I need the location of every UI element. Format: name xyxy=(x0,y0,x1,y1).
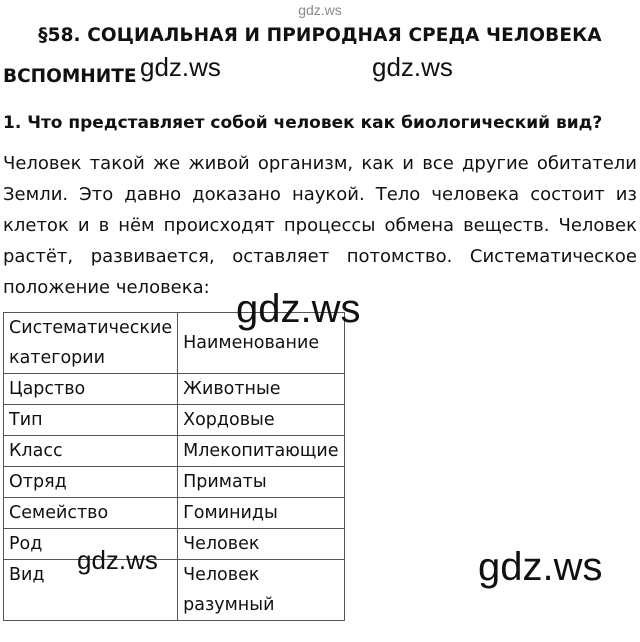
watermark: gdz.ws xyxy=(478,545,603,589)
table-row xyxy=(4,374,345,405)
classification-table xyxy=(3,312,345,621)
answer-paragraph: Человек такой же живой организм, как и все другие обитатели Земли. Это давно доказано наукой. Тело человека состоит из клеток и в нём происходят процессы обмена веществ. Человек растёт, развивается, оставляет потомство. Систематическое положение человека: xyxy=(3,153,637,298)
watermark-top: gdz.ws xyxy=(298,2,342,18)
table-header-cell: Систематические категории xyxy=(4,313,178,374)
watermark: gdz.ws xyxy=(140,52,221,82)
table-cell: Человек xyxy=(178,529,344,560)
table-cell: Хордовые xyxy=(178,405,344,436)
table-row xyxy=(4,467,345,498)
table-cell: Семейство xyxy=(4,498,178,529)
table-row xyxy=(4,529,345,560)
table-cell: Класс xyxy=(4,436,178,467)
table-cell: Царство xyxy=(4,374,178,405)
watermark: gdz.ws xyxy=(77,545,158,575)
question-heading: 1. Что представляет собой человек как биологический вид? xyxy=(3,113,603,133)
table-cell: Род xyxy=(4,529,178,560)
table-cell: Отряд xyxy=(4,467,178,498)
table-cell: Вид xyxy=(4,560,178,621)
table-cell: Приматы xyxy=(178,467,344,498)
table-row xyxy=(4,405,345,436)
table-cell: Гоминиды xyxy=(178,498,344,529)
section-heading: ВСПОМНИТЕ xyxy=(3,66,137,87)
table-cell: Млекопитающие xyxy=(178,436,344,467)
table-header-cell: Наименование xyxy=(178,313,344,374)
table-cell: Тип xyxy=(4,405,178,436)
watermark: gdz.ws xyxy=(372,52,453,82)
table-cell: Человек разумный xyxy=(178,560,344,621)
table-row xyxy=(4,560,345,621)
table-row xyxy=(4,436,345,467)
page-title: §58. СОЦИАЛЬНАЯ И ПРИРОДНАЯ СРЕДА ЧЕЛОВЕКА xyxy=(38,25,602,46)
watermark: gdz.ws xyxy=(236,287,361,331)
table-row xyxy=(4,498,345,529)
table-cell: Животные xyxy=(178,374,344,405)
